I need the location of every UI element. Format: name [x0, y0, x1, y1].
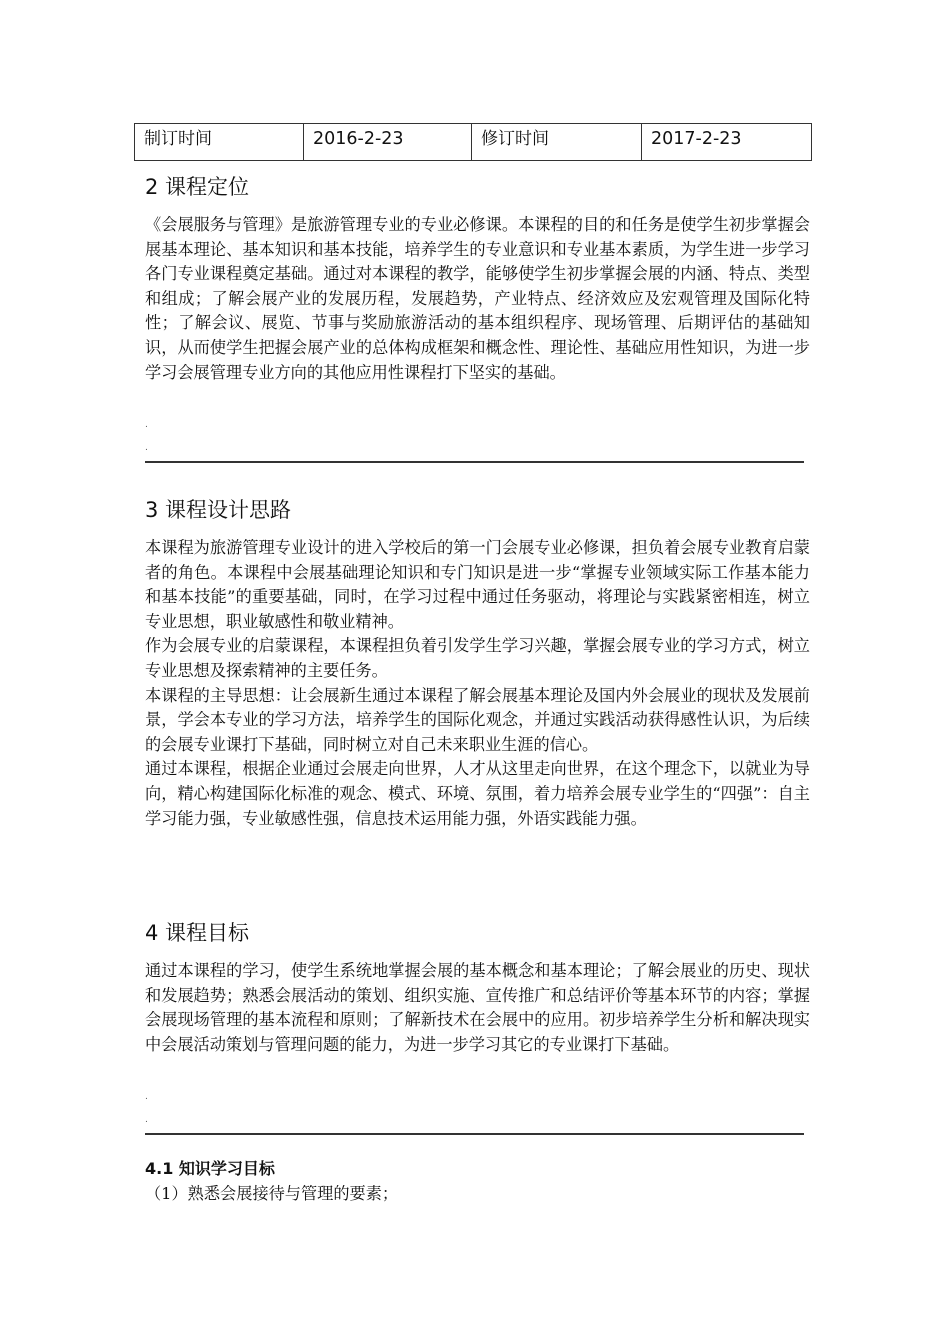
set-time-value: 2016-2-23: [304, 124, 472, 161]
section-4-1-heading: 4.1 知识学习目标: [145, 1159, 275, 1178]
section-3-paragraphs: [145, 536, 810, 831]
revise-time-label: 修订时间: [472, 124, 642, 161]
revise-time-value: 2017-2-23: [642, 124, 812, 161]
revision-row: [135, 124, 812, 161]
course-positioning-text: 《会展服务与管理》是旅游管理专业的专业必修课。本课程的目的和任务是使学生初步掌握会展基本理论、基本知识和基本技能，培养学生的专业意识和专业基本素质，为学生进一步学习各门专业课程奠定基础。通过对本课程的教学，能够使学生初步掌握会展的内涵、特点、类型和组成；了解会展产业的发展历程，发展趋势，产业特点、经济效应及宏观管理及国际化特性；了解会议、展览、节事与奖励旅游活动的基本组织程序、现场管理、后期评估的基础知识，从而使学生把握会展产业的总体构成框架和概念性、理论性、基础应用性知识，为进一步学习会展管理专业方向的其他应用性课程打下坚实的基础。: [145, 215, 810, 382]
section-2-heading: 2 课程定位: [145, 175, 250, 199]
paragraph-mark: .: [145, 420, 148, 430]
design-idea-paragraph: 本课程为旅游管理专业设计的进入学校后的第一门会展专业必修课，担负着会展专业教育启蒙者的角色。本课程中会展基础理论知识和专门知识是进一步“掌握专业领域实际工作基本能力和基本技能”的重要基础，同时，在学习过程中通过任务驱动，将理论与实践紧密相连，树立专业思想，职业敏感性和敬业精神。: [145, 538, 810, 631]
paragraph-mark: .: [145, 443, 148, 453]
section-divider: [145, 461, 804, 463]
set-time-label: 制订时间: [135, 124, 304, 161]
list-item: （1）熟悉会展接待与管理的要素；: [145, 1184, 399, 1203]
paragraph-mark: .: [145, 1115, 148, 1125]
design-idea-paragraph: 作为会展专业的启蒙课程，本课程担负着引发学生学习兴趣，掌握会展专业的学习方式，树立专业思想及探索精神的主要任务。: [145, 636, 810, 680]
section-2-paragraph: [145, 213, 810, 385]
paragraph-mark: .: [145, 1092, 148, 1102]
section-3-heading: 3 课程设计思路: [145, 498, 292, 522]
design-idea-paragraph: 本课程的主导思想：让会展新生通过本课程了解会展基本理论及国内外会展业的现状及发展前景，学会本专业的学习方法，培养学生的国际化观念，并通过实践活动获得感性认识，为后续的会展专业课打下基础，同时树立对自己未来职业生涯的信心。: [145, 685, 810, 754]
course-goal-text: 通过本课程的学习，使学生系统地掌握会展的基本概念和基本理论；了解会展业的历史、现状和发展趋势；熟悉会展活动的策划、组织实施、宣传推广和总结评价等基本环节的内容；掌握会展现场管理的基本流程和原则；了解新技术在会展中的应用。初步培养学生分析和解决现实中会展活动策划与管理问题的能力，为进一步学习其它的专业课打下基础。: [145, 961, 810, 1054]
section-4-paragraph: [145, 959, 810, 1057]
revision-table: [134, 123, 812, 161]
section-4-heading: 4 课程目标: [145, 921, 250, 945]
design-idea-paragraph: 通过本课程，根据企业通过会展走向世界，人才从这里走向世界，在这个理念下，以就业为导向，精心构建国际化标准的观念、模式、环境、氛围，着力培养会展专业学生的“四强”：自主学习能力强，专业敏感性强，信息技术运用能力强，外语实践能力强。: [145, 759, 810, 828]
section-divider: [145, 1133, 804, 1135]
